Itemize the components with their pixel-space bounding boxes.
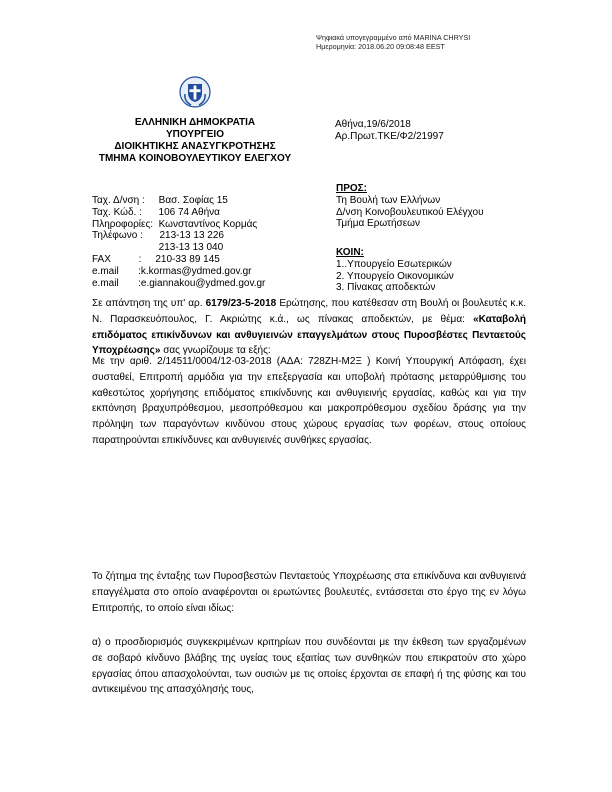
recipients-heading: ΠΡΟΣ: — [336, 183, 368, 194]
recipient-line: Τμήμα Ερωτήσεων — [336, 218, 420, 230]
signature-line-2: Ημερομηνία: 2018.06.20 09:08:48 EEST — [316, 41, 445, 51]
paragraph-reply-intro — [92, 296, 526, 359]
recipient-line: Δ/νση Κοινοβουλευτικού Ελέγχου — [336, 206, 484, 218]
contact-line: Ταχ. Δ/νση : Βασ. Σοφίας 15 — [92, 195, 228, 206]
recipient-line: Τη Βουλή των Ελλήνων — [336, 194, 441, 206]
digital-signature-note — [316, 34, 470, 51]
ministry-header — [80, 117, 310, 165]
cc-heading: ΚΟΙΝ: — [336, 247, 364, 258]
contact-line: Τηλέφωνο : 213-13 13 226 — [92, 230, 224, 242]
paragraph-criteria: α) ο προσδιορισμός συγκεκριμένων κριτηρίων που συνδέονται με την έκθεση των εργαζομένων σε σοβαρό κίνδυνο βλάβης της υγείας τους εξαιτίας των συνθηκών που επικρατούν στο χώρο εργασίας όπου απασχολούνται, των ουσιών με τις οποίες έρχονται σε επαφή ή της φύσης και του αντικειμένου της απασχόλησής τους, — [92, 637, 526, 696]
contact-details — [92, 195, 265, 289]
header-line: ΔΙΟΙΚΗΤΙΚΗΣ ΑΝΑΣΥΓΚΡΟΤΗΣΗΣ — [114, 141, 276, 152]
date-block — [335, 119, 444, 143]
contact-line: Ταχ. Κώδ. : 106 74 Αθήνα — [92, 206, 220, 218]
cc-line: 1..Υπουργείο Εσωτερικών — [336, 258, 452, 270]
contact-line: FAX : 210-33 89 145 — [92, 253, 220, 265]
contact-line: e.mail :e.giannakou@ydmed.gov.gr — [92, 277, 266, 289]
p1-text-1: Σε απάντηση της υπ' αρ. — [92, 298, 206, 309]
header-line: ΥΠΟΥΡΓΕΙΟ — [166, 129, 224, 140]
p1-text-3: σας γνωρίζουμε τα εξής: — [160, 345, 271, 357]
cc-line: 2. Υπουργείο Οικονομικών — [336, 270, 454, 282]
paragraph-committee: Με την αριθ. 2/14511/0004/12-03-2018 (ΑΔΑ: 728ΖΗ-Μ2Ξ ) Κοινή Υπουργική Απόφαση, έχει συσταθεί, Επιτροπή αρμόδια για την επεξεργασία και υποβολή πρότασης μεταρρύθμισης του καθεστώτος χορήγησης επιδόματος επικίνδυνης και ανθυγιεινής εργασίας, καθώς και για την εκπόνηση βραχυπρόθεσμου, μεσοπρόθεσμου και μακροπρόθεσμου σχεδίου δράσης για την πρόληψη των παραγόντων κινδύνου στους χώρους εργασίας των φορέων, στους οποίους παρατηρούνται επικίνδυνες και ανθυγιεινές συνθήκες εργασίας. — [92, 356, 526, 446]
cc-block — [336, 247, 454, 294]
greek-emblem-icon — [179, 76, 211, 108]
contact-line: 213-13 13 040 — [92, 242, 224, 254]
header-line: ΤΜΗΜΑ ΚΟΙΝΟΒΟΥΛΕΥΤΙΚΟΥ ΕΛΕΓΧΟΥ — [98, 153, 292, 164]
subject-title: «Καταβολή επιδόματος επικίνδυνων και ανθυγιεινών επαγγελμάτων στους Πυροσβέστες Πενταετούς Υποχρέωσης» — [92, 313, 526, 357]
cc-line: 3. Πίνακας αποδεκτών — [336, 282, 436, 294]
document-date: Αθήνα,19/6/2018 — [335, 119, 411, 130]
paragraph-issue: Το ζήτημα της ένταξης των Πυροσβεστών Πενταετούς Υποχρέωσης στα επικίνδυνα και ανθυγιεινά επαγγέλματα στο οποίο αναφέρονται οι ερωτώντες βουλευτές, εντάσσεται στο έργο της εν λόγω Επιτροπής, το οποίο είναι ιδίως: — [92, 571, 526, 614]
question-number: 6179/23-5-2018 — [205, 298, 277, 309]
protocol-number: Αρ.Πρωτ.ΤΚΕ/Φ2/21997 — [335, 131, 444, 142]
header-line: ΕΛΛΗΝΙΚΗ ΔΗΜΟΚΡΑΤΙΑ — [134, 117, 256, 128]
p1-text-2: Ερώτησης, που κατέθεσαν στη Βουλή οι βουλευτές κ.κ. Ν. Παρασκευόπουλος, Γ. Ακριώτης κ.ά., ως πίνακας αποδεκτών, με θέμα: — [92, 298, 526, 325]
contact-line: Πληροφορίες: Κωνσταντίνος Κορμάς — [92, 218, 258, 230]
recipients-block — [336, 183, 484, 230]
signature-line-1: Ψηφιακά υπογεγραμμένο από MARINA CHRYSI — [316, 33, 471, 42]
contact-line: e.mail :k.kormas@ydmed.gov.gr — [92, 265, 252, 277]
